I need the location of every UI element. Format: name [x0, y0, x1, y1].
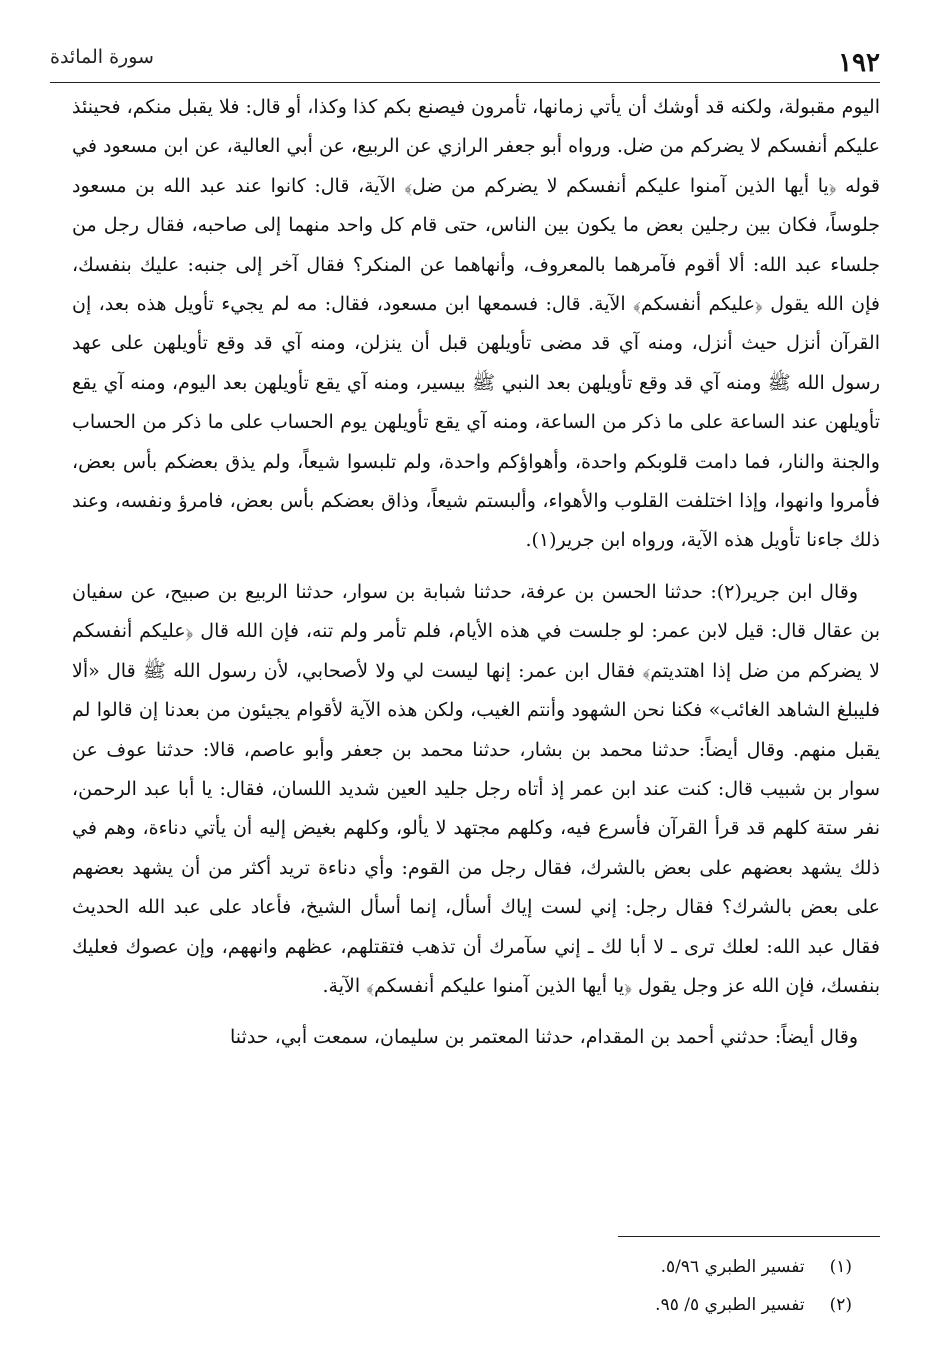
running-title: سورة المائدة	[50, 46, 154, 68]
footnote-2-text: تفسير الطبري ٥/ ٩٥.	[655, 1295, 805, 1315]
footnote-2	[400, 1286, 852, 1324]
page-number: ١٩٢	[838, 48, 880, 78]
main-text	[72, 88, 880, 1058]
footnote-2-number: (٢)	[829, 1295, 852, 1315]
paragraph-1: اليوم مقبولة، ولكنه قد أوشك أن يأتي زمانها، تأمرون فيصنع بكم كذا وكذا، أو قال: فلا يقبل منكم، فحينئذ عليكم أنفسكم لا يضركم من ضل. ورواه أبو جعفر الرازي عن الربيع، عن أبي العالية، عن ابن مسعود في قوله ﴿يا أيها الذين آمنوا عليكم أنفسكم لا يضركم من ضل﴾ الآية، قال: كانوا عند عبد الله بن مسعود جلوساً، فكان بين رجلين بعض ما يكون بين الناس، حتى قام كل واحد منهما إلى صاحبه، فقال رجل من جلساء عبد الله: ألا أقوم فآمرهما بالمعروف، وأنهاهما عن المنكر؟ فقال آخر إلى جنبه: عليك بنفسك، فإن الله يقول ﴿عليكم أنفسكم﴾ الآية. قال: فسمعها ابن مسعود، فقال: مه لم يجيء تأويل هذه بعد، إن القرآن أنزل حيث أنزل، ومنه آي قد مضى تأويلهن قبل أن ينزلن، ومنه آي قد وقع تأويلهن على عهد رسول الله ﷺ ومنه آي قد وقع تأويلهن بعد النبي ﷺ بيسير، ومنه آي يقع تأويلهن بعد اليوم، ومنه آي يقع تأويلهن عند الساعة على ما ذكر من الساعة، ومنه آي يقع تأويلهن يوم الحساب على ما ذكر من الحساب والجنة والنار، فما دامت قلوبكم واحدة، وأهواؤكم واحدة، ولم تلبسوا شيعاً، ولم يذق بعضكم بأس بعض، فأمروا وانهوا، وإذا اختلفت القلوب والأهواء، وألبستم شيعاً، وذاق بعضكم بأس بعض، فامرؤ ونفسه، وعند ذلك جاءنا تأويل هذه الآية، ورواه ابن جرير(١).	[72, 96, 881, 552]
page-header	[50, 40, 880, 80]
footnote-1-number: (١)	[829, 1257, 852, 1277]
footnote-rule	[618, 1236, 880, 1237]
paragraph-2: وقال ابن جرير(٢): حدثنا الحسن بن عرفة، حدثنا شبابة بن سوار، حدثنا الربيع بن صبيح، عن سفيان بن عقال قال: قيل لابن عمر: لو جلست في هذه الأيام، فلم تأمر ولم تنه، فإن الله قال ﴿عليكم أنفسكم لا يضركم من ضل إذا اهتديتم﴾ فقال ابن عمر: إنها ليست لي ولا لأصحابي، لأن رسول الله ﷺ قال «ألا فليبلغ الشاهد الغائب» فكنا نحن الشهود وأنتم الغيب، ولكن هذه الآية لأقوام يجيئون من بعدنا إن قالوا لم يقبل منهم. وقال أيضاً: حدثنا محمد بن بشار، حدثنا محمد بن جعفر وأبو عاصم، قالا: حدثنا عوف عن سوار بن شبيب قال: كنت عند ابن عمر إذ أتاه رجل جليد العين شديد اللسان، فقال: يا أبا عبد الرحمن، نفر ستة كلهم قد قرأ القرآن فأسرع فيه، وكلهم مجتهد لا يألو، وكلهم بغيض إليه أن يأتي دناءة، وهم في ذلك يشهد بعضهم على بعض بالشرك، فقال رجل من القوم: وأي دناءة تريد أكثر من أن يشهد بعضهم على بعض بالشرك؟ فقال رجل: إني لست إياك أسأل، إنما أسأل الشيخ، فأعاد على عبد الله الحديث فقال عبد الله: لعلك ترى ـ لا أبا لك ـ إني سآمرك أن تذهب فتقتلهم، عظهم وانههم، وإن عصوك فعليك بنفسك، فإن الله عز وجل يقول ﴿يا أيها الذين آمنوا عليكم أنفسكم﴾ الآية.	[72, 580, 880, 997]
footnotes	[400, 1248, 852, 1324]
footnote-1-text: تفسير الطبري ٥/٩٦.	[660, 1257, 805, 1277]
footnote-1	[400, 1248, 852, 1286]
header-rule	[50, 82, 880, 83]
paragraph-3: وقال أيضاً: حدثني أحمد بن المقدام، حدثنا المعتمر بن سليمان، سمعت أبي، حدثنا	[230, 1026, 858, 1049]
